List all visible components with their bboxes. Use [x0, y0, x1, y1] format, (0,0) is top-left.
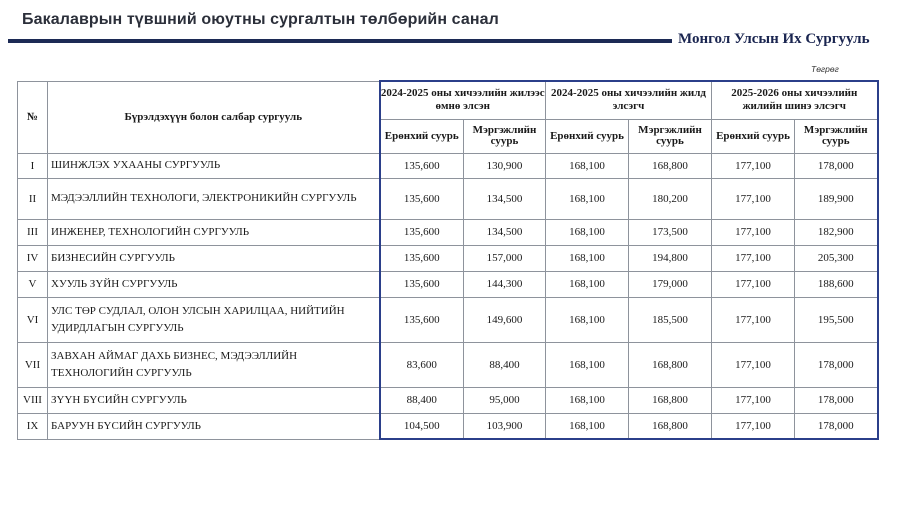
- school-name: ИНЖЕНЕР, ТЕХНОЛОГИЙН СУРГУУЛЬ: [48, 219, 380, 245]
- fee-cell: 157,000: [464, 245, 546, 271]
- fee-cell: 182,900: [795, 219, 878, 245]
- fee-cell: 168,100: [546, 245, 629, 271]
- fee-cell: 189,900: [795, 178, 878, 219]
- fee-cell: 178,000: [795, 153, 878, 178]
- header-no: №: [18, 81, 48, 153]
- fee-cell: 88,400: [380, 387, 464, 413]
- fee-cell: 177,100: [712, 245, 795, 271]
- fee-cell: 194,800: [629, 245, 712, 271]
- title-underline: [8, 39, 672, 43]
- row-number: I: [18, 153, 48, 178]
- school-name: УЛС ТӨР СУДЛАЛ, ОЛОН УЛСЫН ХАРИЛЦАА, НИЙТИЙН УДИРДЛАГЫН СУРГУУЛЬ: [48, 297, 380, 342]
- fee-cell: 95,000: [464, 387, 546, 413]
- fee-cell: 168,100: [546, 271, 629, 297]
- school-name: БИЗНЕСИЙН СУРГУУЛЬ: [48, 245, 380, 271]
- fee-cell: 103,900: [464, 413, 546, 439]
- fee-cell: 135,600: [380, 297, 464, 342]
- fee-cell: 168,100: [546, 153, 629, 178]
- fee-cell: 168,100: [546, 297, 629, 342]
- fee-cell: 135,600: [380, 245, 464, 271]
- fee-cell: 168,800: [629, 387, 712, 413]
- header-group-1: 2024-2025 оны хичээлийн жилээс өмнө элсэн: [380, 81, 546, 119]
- fee-cell: 177,100: [712, 153, 795, 178]
- table-row: [18, 413, 878, 439]
- fee-cell: 179,000: [629, 271, 712, 297]
- school-name: БАРУУН БҮСИЙН СУРГУУЛЬ: [48, 413, 380, 439]
- fee-cell: 177,100: [712, 387, 795, 413]
- school-name: МЭДЭЭЛЛИЙН ТЕХНОЛОГИ, ЭЛЕКТРОНИКИЙН СУРГУУЛЬ: [48, 178, 380, 219]
- fee-cell: 177,100: [712, 271, 795, 297]
- fee-cell: 205,300: [795, 245, 878, 271]
- fee-cell: 177,100: [712, 342, 795, 387]
- table-row: [18, 271, 878, 297]
- fee-cell: 134,500: [464, 178, 546, 219]
- fee-cell: 168,800: [629, 413, 712, 439]
- fee-cell: 180,200: [629, 178, 712, 219]
- fee-cell: 168,100: [546, 387, 629, 413]
- school-name: ЗҮҮН БҮСИЙН СУРГУУЛЬ: [48, 387, 380, 413]
- fee-cell: 168,100: [546, 413, 629, 439]
- row-number: IV: [18, 245, 48, 271]
- table-row: [18, 219, 878, 245]
- header-row-groups: [18, 81, 878, 119]
- subheader-professional: Мэргэжлийн суурь: [464, 119, 546, 153]
- fee-cell: 135,600: [380, 219, 464, 245]
- fee-cell: 188,600: [795, 271, 878, 297]
- university-name: Монгол Улсын Их Сургууль: [678, 31, 870, 47]
- fee-cell: 168,100: [546, 178, 629, 219]
- currency-unit-label: Төгрөг: [811, 64, 839, 74]
- fee-cell: 177,100: [712, 413, 795, 439]
- fee-cell: 168,100: [546, 219, 629, 245]
- fee-cell: 130,900: [464, 153, 546, 178]
- fee-cell: 135,600: [380, 153, 464, 178]
- fee-cell: 88,400: [464, 342, 546, 387]
- header-group-2: 2024-2025 оны хичээлийн жилд элсэгч: [546, 81, 712, 119]
- row-number: V: [18, 271, 48, 297]
- school-name: ШИНЖЛЭХ УХААНЫ СУРГУУЛЬ: [48, 153, 380, 178]
- fee-cell: 135,600: [380, 271, 464, 297]
- row-number: IX: [18, 413, 48, 439]
- tuition-fee-table: [17, 80, 879, 440]
- row-number: VIII: [18, 387, 48, 413]
- table-row: [18, 245, 878, 271]
- subheader-general: Ерөнхий суурь: [546, 119, 629, 153]
- fee-cell: 195,500: [795, 297, 878, 342]
- fee-cell: 83,600: [380, 342, 464, 387]
- fee-cell: 168,800: [629, 153, 712, 178]
- fee-cell: 185,500: [629, 297, 712, 342]
- row-number: VII: [18, 342, 48, 387]
- page-title: Бакалаврын түвшний оюутны сургалтын төлбөрийн санал: [22, 11, 499, 28]
- table-row: [18, 178, 878, 219]
- fee-cell: 177,100: [712, 219, 795, 245]
- subheader-general: Ерөнхий суурь: [712, 119, 795, 153]
- fee-cell: 177,100: [712, 297, 795, 342]
- row-number: VI: [18, 297, 48, 342]
- table-row: [18, 153, 878, 178]
- fee-cell: 135,600: [380, 178, 464, 219]
- school-name: ХУУЛЬ ЗҮЙН СУРГУУЛЬ: [48, 271, 380, 297]
- fee-cell: 173,500: [629, 219, 712, 245]
- subheader-professional: Мэргэжлийн суурь: [795, 119, 878, 153]
- fee-cell: 134,500: [464, 219, 546, 245]
- fee-cell: 178,000: [795, 342, 878, 387]
- fee-cell: 168,800: [629, 342, 712, 387]
- fee-cell: 144,300: [464, 271, 546, 297]
- fee-cell: 178,000: [795, 387, 878, 413]
- fee-cell: 168,100: [546, 342, 629, 387]
- header-school: Бүрэлдэхүүн болон салбар сургууль: [48, 81, 380, 153]
- row-number: III: [18, 219, 48, 245]
- subheader-general: Ерөнхий суурь: [380, 119, 464, 153]
- table-row: [18, 297, 878, 342]
- fee-cell: 104,500: [380, 413, 464, 439]
- table-row: [18, 342, 878, 387]
- school-name: ЗАВХАН АЙМАГ ДАХЬ БИЗНЕС, МЭДЭЭЛЛИЙН ТЕХНОЛОГИЙН СУРГУУЛЬ: [48, 342, 380, 387]
- fee-cell: 149,600: [464, 297, 546, 342]
- row-number: II: [18, 178, 48, 219]
- table-row: [18, 387, 878, 413]
- fee-cell: 177,100: [712, 178, 795, 219]
- header-group-3: 2025-2026 оны хичээлийн жилийн шинэ элсэгч: [712, 81, 878, 119]
- subheader-professional: Мэргэжлийн суурь: [629, 119, 712, 153]
- fee-cell: 178,000: [795, 413, 878, 439]
